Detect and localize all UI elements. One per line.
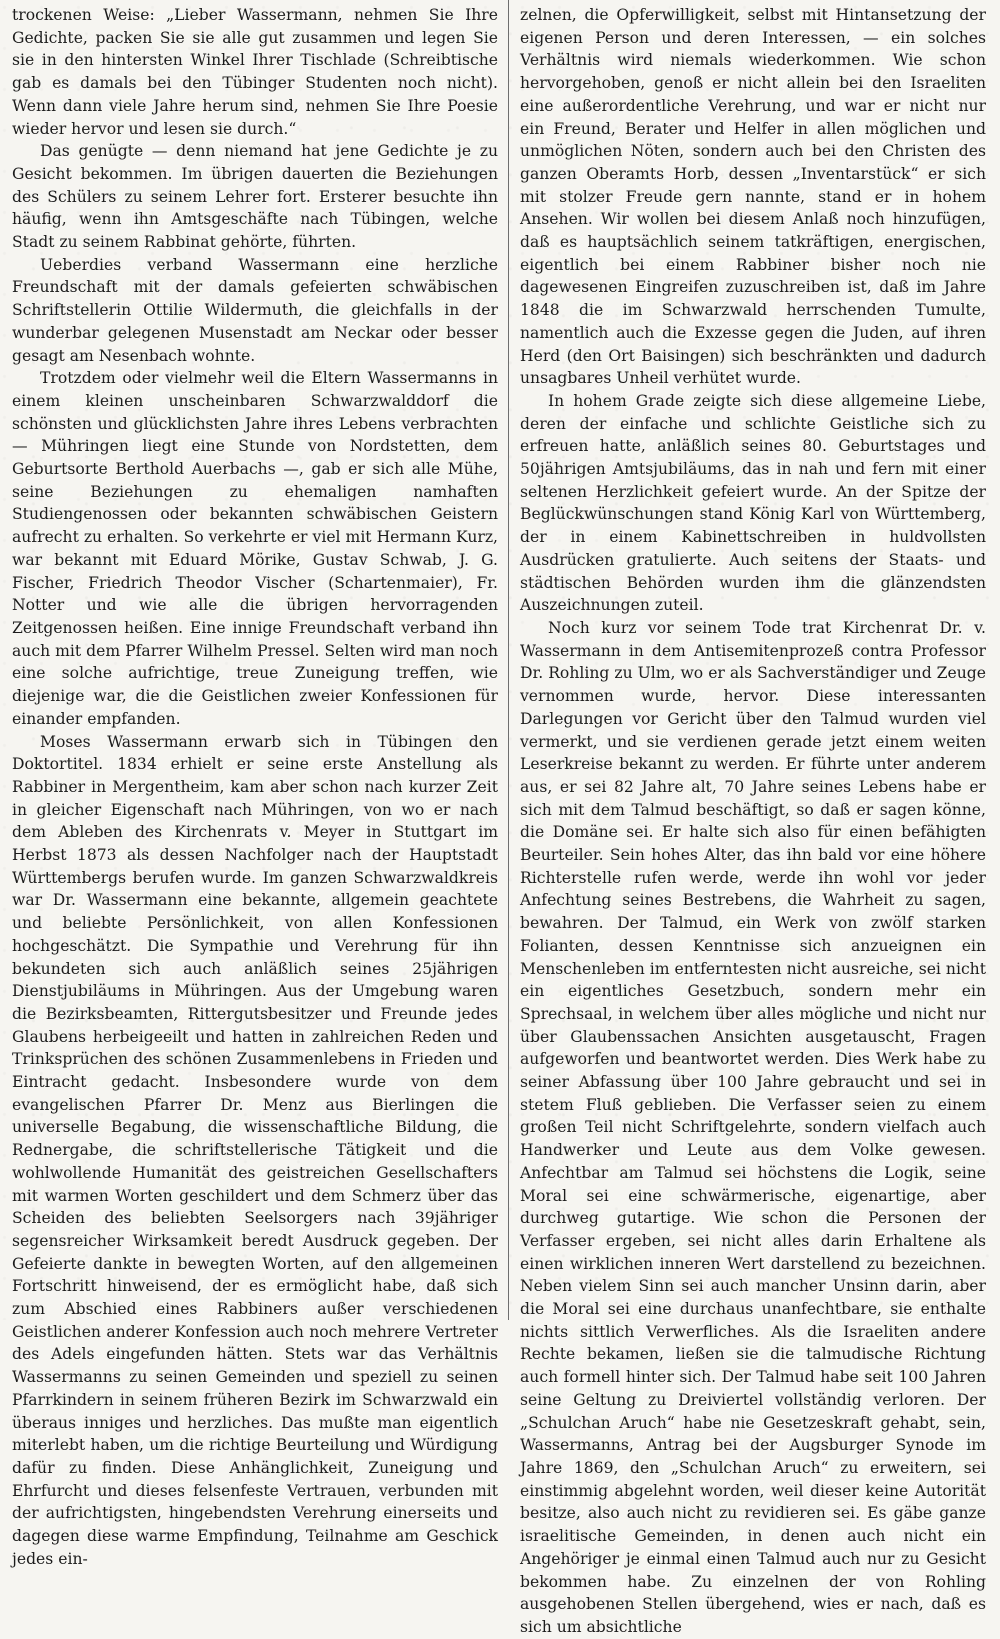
column-divider [508,0,509,1320]
paragraph: Noch kurz vor seinem Tode trat Kirchenrat Dr. v. Wassermann in dem Antisemitenprozeß contra Professor Dr. Rohling zu Ulm, wo er als Sachverständiger und Zeuge vernommen wurde, hervor. Diese interessanten Darlegungen vor Gericht über den Talmud wurden viel vermerkt, und sie verdienen gerade jetzt einem weiten Leserkreise bekannt zu werden. Er führte unter anderem aus, er sei 82 Jahre alt, 70 Jahre seines Lebens habe er sich mit dem Talmud beschäftigt, so daß er sagen könne, die Domäne sei. Er halte sich also für einen befähigten Beurteiler. Sein hohes Alter, das ihn bald vor eine höhere Richterstelle rufen werde, werde ihn wohl vor jeder Anfechtung seines Bestrebens, die Wahrheit zu sagen, bewahren. Der Talmud, ein Werk von zwölf starken Folianten, dessen Kenntnisse sich anzueignen ein Menschenleben im entferntesten nicht ausreiche, sei nicht ein eigentliches Gesetzbuch, sondern mehr ein Sprechsaal, in welchem über alles mögliche und nicht nur über Glaubenssachen Ansichten ausgetauscht, Fragen aufgeworfen und beantwortet werden. Dies Werk habe zu seiner Abfassung über 100 Jahre gebraucht und sei in stetem Fluß geblieben. Die Verfasser seien zu einem großen Teil nicht Schriftgelehrte, sondern vielfach auch Handwerker und Leute aus dem Volke gewesen. Anfechtbar am Talmud sei höchstens die Logik, seine Moral sei eine schwärmerische, eigenartige, aber durchweg gutartige. Wie schon die Personen der Verfasser ergeben, sei nicht alles darin Erhaltene als einen wirklichen inneren Wert darstellend zu bezeichnen. Neben vielem Sinn sei auch mancher Unsinn darin, aber die Moral sei eine durchaus unanfechtbare, sie enthalte nichts sittlich Verwerfliches. Als die Israeliten andere Rechte bekamen, ließen sie die talmudische Richtung auch formell hinter sich. Der Talmud habe seit 100 Jahren seine Geltung zu Dreiviertel vollständig verloren. Der „Schulchan Aruch“ habe nie Gesetzeskraft gehabt, sein, Wassermanns, Antrag bei der Augsburger Synode im Jahre 1869, den „Schulchan Aruch“ zu erweitern, sei einstimmig abgelehnt worden, weil dieser keine Autorität besitze, also auch nicht zu revidieren sei. Es gäbe ganze israelitische Gemeinden, in denen auch nicht ein Angehöriger je einmal einen Talmud auch nur zu Gesicht bekommen habe. Zu einzelnen der von Rohling ausgehobenen Stellen übergehend, wies er nach, daß es sich um absichtliche [520,618,986,1636]
paragraph: Ueberdies verband Wassermann eine herzliche Freundschaft mit der damals gefeierten schwäbischen Schriftstellerin Ottilie Wildermuth, die gleichfalls in der wunderbar gelegenen Musenstadt am Neckar oder besser gesagt am Nesenbach wohnte. [12,255,498,365]
paragraph: In hohem Grade zeigte sich diese allgemeine Liebe, deren der einfache und schlichte Geistliche sich zu erfreuen hatte, anläßlich seines 80. Geburtstages und 50jährigen Amtsjubiläums, das in nah und fern mit einer seltenen Herzlichkeit gefeiert wurde. An der Spitze der Beglückwünschungen stand König Karl von Württemberg, der in einem Kabinettschreiben in huldvollsten Ausdrücken gratulierte. Auch seitens der Staats- und städtischen Behörden wurden ihm die glänzendsten Auszeichnungen zuteil. [520,391,986,615]
paragraph: Das genügte — denn niemand hat jene Gedichte je zu Gesicht bekommen. Im übrigen dauerten die Beziehungen des Schülers zu seinem Lehrer fort. Ersterer besuchte ihn häufig, wenn ihn Amtsgeschäfte nach Tübingen, welche Stadt zu seinem Rabbinat gehörte, führten. [12,142,498,252]
paragraph: Moses Wassermann erwarb sich in Tübingen den Doktortitel. 1834 erhielt er seine erste Anstellung als Rabbiner in Mergentheim, kam aber schon nach kurzer Zeit in gleicher Eigenschaft nach Mühringen, von wo er nach dem Ableben des Kirchenrats v. Meyer in Stuttgart im Herbst 1873 als dessen Nachfolger nach der Hauptstadt Württembergs berufen wurde. Im ganzen Schwarzwaldkreis war Dr. Wassermann eine bekannte, allgemein geachtete und beliebte Persönlichkeit, von allen Konfessionen hochgeschätzt. Die Sympathie und Verehrung für ihn bekundeten sich auch anläßlich seines 25jährigen Dienstjubiläums in Mühringen. Aus der Umgebung waren die Bezirksbeamten, Rittergutsbesitzer und Freunde jedes Glaubens herbeigeeilt und hatten in zahlreichen Reden und Trinksprüchen des schönen Zusammenlebens in Frieden und Eintracht gedacht. Insbesondere wurde von dem evangelischen Pfarrer Dr. Menz aus Bierlingen die universelle Begabung, die wissenschaftliche Bildung, die Rednergabe, die schriftstellerische Tätigkeit und die wohlwollende Humanität des geistreichen Gesellschafters mit warmen Worten geschildert und dem Schmerz über das Scheiden des beliebten Seelsorgers nach 39jähriger segensreicher Wirksamkeit beredt Ausdruck gegeben. Der Gefeierte dankte in bewegten Worten, auf den allgemeinen Fortschritt hinweisend, der es ermöglicht habe, daß sich zum Abschied eines Rabbiners außer verschiedenen Geistlichen anderer Konfession auch noch mehrere Vertreter des Adels eingefunden hätten. Stets war das Verhältnis Wassermanns zu seinen Gemeinden und speziell zu seinen Pfarrkindern in seinem früheren Bezirk im Schwarzwald ein überaus inniges und herzliches. Das mußte man eigentlich miterlebt haben, um die richtige Beurteilung und Würdigung dafür zu finden. Diese Anhänglichkeit, Zuneigung und Ehrfurcht und dieses felsenfeste Vertrauen, verbunden mit der aufrichtigsten, hingebendsten Verehrung einerseits und dagegen diese warme Empfindung, Teilnahme am Geschick jedes ein- [12,732,498,1568]
text-column-right [520,4,986,1636]
text-column-left [12,4,498,1568]
paragraph: zelnen, die Opferwilligkeit, selbst mit Hintansetzung der eigenen Person und deren Interessen, — ein solches Verhältnis wird niemals wiederkommen. Wie schon hervorgehoben, genoß er nicht allein bei den Israeliten eine außerordentliche Verehrung, und war er nicht nur ein Freund, Berater und Helfer in allen möglichen und unmöglichen Nöten, sondern auch bei den Christen des ganzen Oberamts Horb, dessen „Inventarstück“ er sich mit stolzer Freude gern nannte, stand er in hohem Ansehen. Wir wollen bei diesem Anlaß noch hinzufügen, daß es hauptsächlich seinem tatkräftigen, energischen, eigentlich bei einem Rabbiner bisher noch nie dagewesenen Eingreifen zuzuschreiben ist, daß im Jahre 1848 die im Schwarzwald herrschenden Tumulte, namentlich auch die Exzesse gegen die Juden, auf ihren Herd (den Ort Baisingen) sich beschränkten und dadurch unsagbares Unheil verhütet wurde. [520,6,986,388]
paragraph: trockenen Weise: „Lieber Wassermann, nehmen Sie Ihre Gedichte, packen Sie sie alle gut zusammen und legen Sie sie in den hintersten Winkel Ihrer Tischlade (Schreibtische gab es damals bei den Tübinger Studenten noch nicht). Wenn dann viele Jahre herum sind, nehmen Sie Ihre Poesie wieder hervor und lesen sie durch.“ [12,6,498,138]
paragraph: Trotzdem oder vielmehr weil die Eltern Wassermanns in einem kleinen unscheinbaren Schwarzwalddorf die schönsten und glücklichsten Jahre ihres Lebens verbrachten — Mühringen liegt eine Stunde von Nordstetten, dem Geburtsorte Berthold Auerbachs —, gab er sich alle Mühe, seine Beziehungen zu ehemaligen namhaften Studiengenossen oder bekannten schwäbischen Geistern aufrecht zu erhalten. So verkehrte er viel mit Hermann Kurz, war bekannt mit Eduard Mörike, Gustav Schwab, J. G. Fischer, Friedrich Theodor Vischer (Schartenmaier), Fr. Notter und wie alle die übrigen hervorragenden Zeitgenossen heißen. Eine innige Freundschaft verband ihn auch mit dem Pfarrer Wilhelm Pressel. Selten wird man noch eine solche aufrichtige, treue Zuneigung treffen, wie diejenige war, die die Geistlichen zweier Konfessionen für einander empfanden. [12,369,498,728]
